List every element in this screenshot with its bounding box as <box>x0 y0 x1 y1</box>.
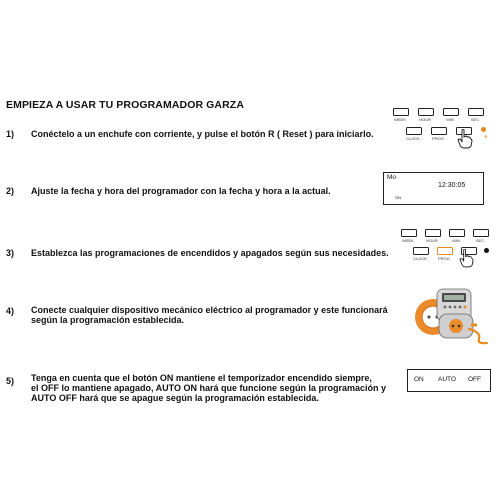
step-text: Ajuste la fecha y hora del programador con la fecha y hora a la actual. <box>31 186 331 196</box>
prog-button[interactable] <box>437 247 453 255</box>
step-text-line: Tenga en cuenta que el botón ON mantiene el temporizador encendido siempre, <box>31 373 372 383</box>
sec-button[interactable] <box>468 108 484 116</box>
button-panel-program <box>401 229 493 269</box>
step-text-line: Conecte cualquier dispositivo mecánico eléctrico al programador y este funcionará <box>31 305 388 315</box>
step-number: 4) <box>6 306 15 316</box>
step-text: Establezca las programaciones de encendidos y apagados según sus necesidades. <box>31 248 389 258</box>
step-text <box>31 373 386 403</box>
switch-on[interactable]: ON <box>414 376 424 383</box>
clock-label: CLOCK <box>406 136 420 141</box>
week-label: WEEK <box>402 238 414 243</box>
step-text <box>31 305 388 325</box>
lcd-time: 12:30:05 <box>438 182 466 189</box>
sec-button[interactable] <box>473 229 489 237</box>
lcd-status: ON <box>395 195 401 200</box>
hour-button[interactable] <box>418 108 434 116</box>
min-label: MIN <box>452 238 460 243</box>
step-text-line: el OFF lo mantiene apagado, AUTO ON hará que funcione según la programación y <box>31 383 387 393</box>
hour-button[interactable] <box>425 229 441 237</box>
step-number: 2) <box>6 186 15 196</box>
step-text-line: AUTO OFF hará que se apague según la programación establecida. <box>31 393 319 403</box>
prog-button[interactable] <box>431 127 447 135</box>
switch-off[interactable]: OFF <box>468 376 481 383</box>
min-button[interactable] <box>449 229 465 237</box>
clock-button[interactable] <box>406 127 422 135</box>
hand-pointer-icon <box>459 249 474 268</box>
min-label: MIN <box>446 117 454 122</box>
lcd-day: Mo <box>387 174 397 181</box>
step-number: 3) <box>6 248 15 258</box>
step-number: 5) <box>6 376 15 386</box>
min-button[interactable] <box>443 108 459 116</box>
timer-plug-icon <box>411 287 491 345</box>
hour-label: HOUR <box>419 117 431 122</box>
clock-button[interactable] <box>413 247 429 255</box>
week-button[interactable] <box>393 108 409 116</box>
page-title: EMPIEZA A USAR TU PROGRAMADOR GARZA <box>6 99 244 111</box>
sec-label: SEC <box>470 117 480 122</box>
prog-label: PROG <box>432 136 444 141</box>
mode-switch[interactable] <box>407 369 491 392</box>
step-number: 1) <box>6 129 15 139</box>
step-text-line: según la programación establecida. <box>31 315 185 325</box>
hand-pointer-icon <box>457 129 473 149</box>
switch-auto[interactable]: AUTO <box>438 376 456 383</box>
reset-indicator <box>481 127 486 132</box>
week-label: WEEK <box>394 117 406 122</box>
lcd-display <box>383 172 484 205</box>
week-button[interactable] <box>401 229 417 237</box>
reset-label: R <box>484 134 488 139</box>
reset-indicator <box>484 248 489 253</box>
step-text: Conéctelo a un enchufe con corriente, y pulse el botón R ( Reset ) para iniciarlo. <box>31 129 374 139</box>
button-panel-reset <box>388 108 492 150</box>
prog-label: PROG <box>438 256 450 261</box>
hour-label: HOUR <box>426 238 438 243</box>
clock-label: CLOCK <box>413 256 427 261</box>
sec-label: SEC <box>475 238 485 243</box>
